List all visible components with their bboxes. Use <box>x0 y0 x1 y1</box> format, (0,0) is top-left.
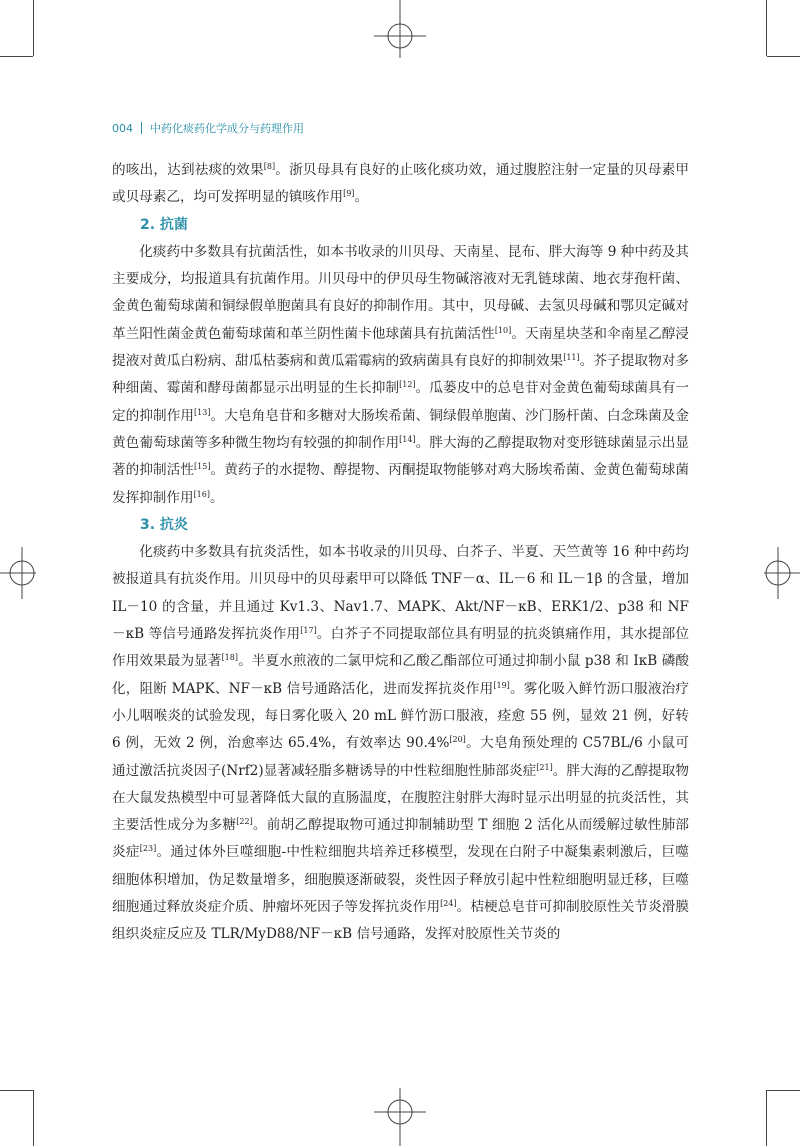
citation-ref: [20] <box>449 735 466 745</box>
paragraph-anti-inflammatory: 化痰药中多数具有抗炎活性，如本书收录的川贝母、白芥子、半夏、天竺黄等 16 种中药均被报道具有抗炎作用。川贝母中的贝母素甲可以降低 TNF－α、IL－6 和 IL－1β 的含量，增加 IL－10 的含量，并且通过 Kv1.3、Nav1.7、MAPK、Akt/NF－κB、ERK1/2、p38 和 NF－κB 等信号通路发挥抗炎作用[17]。白芥子不同提取部位具有明显的抗炎镇痛作用，其水提部位作用效果最为显著[18]。半夏水煎液的二氯甲烷和乙酸乙酯部位可通过抑制小鼠 p38 和 IκB 磷酸化，阻断 MAPK、NF－κB 信号通路活化，进而发挥抗炎作用[19]。雾化吸入鲜竹沥口服液治疗小儿咽喉炎的试验发现，每日雾化吸入 20 mL 鲜竹沥口服液，痊愈 55 例，显效 21 例，好转 6 例，无效 2 例，治愈率达 65.4%，有效率达 90.4%[20]。大皂角预处理的 C57BL/6 小鼠可通过激活抗炎因子(Nrf2)显著减轻脂多糖诱导的中性粒细胞性肺部炎症[21]。胖大海的乙醇提取物在大鼠发热模型中可显著降低大鼠的直肠温度，在腹腔注射胖大海时显示出明显的抗炎活性，其主要活性成分为多糖[22]。前胡乙醇提取物可通过抑制辅助型 T 细胞 2 活化从而缓解过敏性肺部炎症[23]。通过体外巨噬细胞-中性粒细胞共培养迁移模型，发现在白附子中凝集素刺激后，巨噬细胞体积增加，伪足数量增多，细胞膜逐渐破裂，炎性因子释放引起中性粒细胞明显迁移，巨噬细胞通过释放炎症介质、肿瘤坏死因子等发挥抗炎作用[24]。桔梗总皂苷可抑制胶原性关节炎滑膜组织炎症反应及 TLR/MyD88/NF－κB 信号通路，发挥对胶原性关节炎的 <box>112 544 690 943</box>
citation-ref: [9] <box>343 189 355 199</box>
citation-ref: [12] <box>399 380 416 390</box>
paragraph-antibacterial: 化痰药中多数具有抗菌活性，如本书收录的川贝母、天南星、昆布、胖大海等 9 种中药及其主要成分，均报道具有抗菌作用。川贝母中的伊贝母生物碱溶液对无乳链球菌、地衣芽孢杆菌、金黄色葡萄球菌和铜绿假单胞菌具有良好的抑制作用。其中，贝母碱、去氢贝母碱和鄂贝定碱对革兰阳性菌金黄色葡萄球菌和革兰阴性菌卡他球菌具有抗菌活性[10]。天南星块茎和伞南星乙醇浸提液对黄瓜白粉病、甜瓜枯萎病和黄瓜霜霉病的致病菌具有良好的抑制效果[11]。芥子提取物对多种细菌、霉菌和酵母菌都显示出明显的生长抑制[12]。瓜蒌皮中的总皂苷对金黄色葡萄球菌具有一定的抑制作用[13]。大皂角皂苷和多糖对大肠埃希菌、铜绿假单胞菌、沙门肠杆菌、白念珠菌及金黄色葡萄球菌等多种微生物均有较强的抑制作用[14]。胖大海的乙醇提取物对变形链球菌显示出显著的抑制活性[15]。黄药子的水提物、醇提物、丙酮提取物能够对鸡大肠埃希菌、金黄色葡萄球菌发挥抑制作用[16]。 <box>112 243 690 506</box>
citation-ref: [19] <box>493 680 510 690</box>
citation-ref: [8] <box>263 162 276 172</box>
registration-mark-right-icon <box>764 545 800 601</box>
section-heading-antibacterial: 2. 抗菌 <box>140 216 188 233</box>
running-head <box>112 120 304 136</box>
crop-mark <box>0 1090 33 1091</box>
citation-ref: [16] <box>193 489 210 499</box>
paragraph-continued: 的咳出，达到祛痰的效果[8]。浙贝母具有良好的止咳化痰功效，通过腹腔注射一定量的贝母素甲或贝母素乙，均可发挥明显的镇咳作用[9]。 <box>112 162 690 206</box>
crop-mark <box>33 0 34 56</box>
citation-ref: [11] <box>563 353 580 363</box>
citation-ref: [14] <box>399 435 416 445</box>
header-divider <box>141 122 142 134</box>
citation-ref: [17] <box>300 626 317 636</box>
citation-ref: [10] <box>494 325 512 335</box>
crop-mark <box>33 1090 34 1146</box>
citation-ref: [24] <box>440 899 457 909</box>
registration-mark-top-icon <box>372 0 428 58</box>
citation-ref: [15] <box>194 462 211 472</box>
book-title: 中药化痰药化学成分与药理作用 <box>150 122 304 135</box>
citation-ref: [13] <box>194 407 211 417</box>
registration-mark-bottom-icon <box>372 1088 428 1146</box>
registration-mark-left-icon <box>0 545 36 601</box>
crop-mark <box>767 56 800 57</box>
crop-mark <box>0 56 33 57</box>
section-heading-anti-inflammatory: 3. 抗炎 <box>140 516 188 533</box>
page-number: 004 <box>112 121 133 135</box>
citation-ref: [21] <box>536 762 553 772</box>
crop-mark <box>766 0 767 56</box>
main-content <box>112 157 689 949</box>
citation-ref: [18] <box>221 653 238 663</box>
citation-ref: [22] <box>236 817 253 827</box>
crop-mark <box>766 1090 767 1146</box>
citation-ref: [23] <box>139 844 157 854</box>
crop-mark <box>767 1090 800 1091</box>
